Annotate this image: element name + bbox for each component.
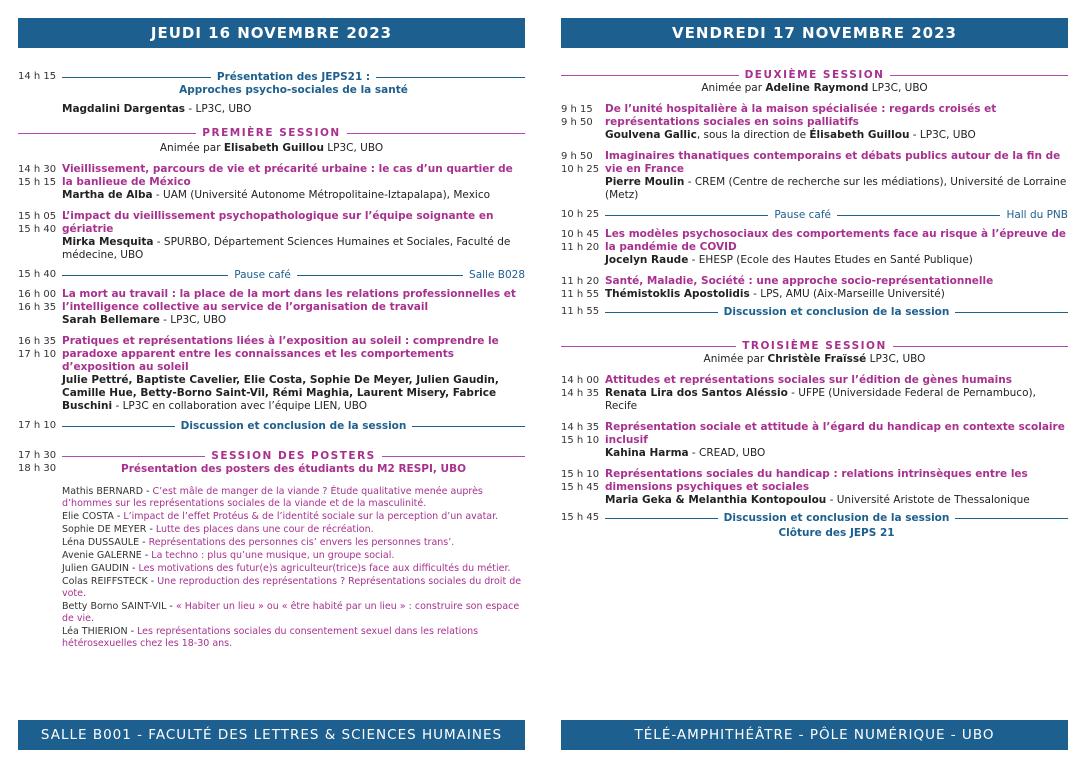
talk-time-start: 10 h 45 — [561, 229, 600, 240]
day-thursday-column — [18, 18, 525, 750]
discussion-label: Discussion et conclusion de la session — [180, 419, 407, 432]
session3-chair-prefix: Animée par — [703, 353, 768, 365]
talk-time-end: 15 h 15 — [18, 177, 57, 188]
session3-label: TROISIÈME SESSION — [742, 339, 887, 352]
talk-time-end: 9 h 50 — [561, 117, 593, 128]
poster-author: Betty Borno SAINT-VIL — [62, 601, 167, 612]
session1-header — [18, 126, 525, 155]
poster-title: Les représentations sociales du consentement sexuel dans les relations hétérosexuelles chez les 18-30 ans. — [62, 626, 479, 649]
discussion-left — [18, 419, 525, 433]
session1-label: PREMIÈRE SESSION — [202, 126, 341, 139]
poster-title: Lutte des places dans une cour de récréation. — [155, 524, 374, 535]
talk-time-end: 11 h 20 — [561, 242, 600, 253]
session2-chair-name: Adeline Raymond — [765, 82, 869, 94]
poster-item — [62, 537, 522, 549]
talk-speaker: Sarah Bellemare — [62, 314, 160, 326]
talk-speaker: Kahina Harma — [605, 447, 689, 459]
talk-speaker: Pierre Moulin — [605, 176, 685, 188]
talk-title: La mort au travail : la place de la mort dans les relations professionnelles et l’intelligence collective au service de l’organisation de travail — [62, 288, 516, 313]
day-banner-thursday: JEUDI 16 NOVEMBRE 2023 — [18, 18, 525, 48]
talk-right-1 — [561, 103, 1068, 142]
talk-time-end: 15 h 10 — [561, 435, 600, 446]
poster-author: Elie COSTA — [62, 511, 114, 522]
session2-label: DEUXIÈME SESSION — [744, 68, 885, 81]
poster-item — [62, 550, 522, 562]
intro-speaker: Magdalini Dargentas — [62, 103, 186, 115]
discussion-right-2 — [561, 511, 1068, 540]
poster-dash: - — [129, 563, 139, 574]
talk-title: Pratiques et représentations liées à l’exposition au soleil : comprendre le paradoxe apparent entre les connaissances et les comportements d’exposition au soleil — [62, 335, 499, 373]
session1-chair-prefix: Animée par — [159, 142, 224, 154]
discussion-right-1 — [561, 305, 1068, 319]
session2-chair-affil: LP3C, UBO — [868, 82, 928, 94]
day-friday-column — [561, 18, 1068, 750]
discussion-time: 11 h 55 — [561, 306, 600, 317]
talk-time-end: 17 h 10 — [18, 349, 57, 360]
intro-time: 14 h 15 — [18, 71, 57, 82]
talk-title: Représentations sociales du handicap : relations intrinsèques entre les dimensions psychiques et sociales — [605, 468, 1028, 493]
talk-affil: - LP3C, UBO — [159, 314, 227, 326]
posters-time-end: 18 h 30 — [18, 463, 57, 474]
session2-header — [561, 68, 1068, 95]
poster-item — [62, 626, 522, 650]
talk-title: De l’unité hospitalière à la maison spécialisée : regards croisés et représentations sociales en soins palliatifs — [605, 103, 997, 128]
poster-dash: - — [141, 550, 152, 561]
talk-affil: - LP3C en collaboration avec l’équipe LIEN, UBO — [112, 400, 368, 412]
talk-right-3 — [561, 228, 1068, 267]
talk-right-6 — [561, 421, 1068, 460]
closing-label: Clôture des JEPS 21 — [778, 527, 895, 539]
talk-time-end: 14 h 35 — [561, 388, 600, 399]
discussion-label: Discussion et conclusion de la session — [723, 305, 950, 318]
poster-title: Une reproduction des représentations ? Représentations sociales du droit de vote. — [62, 576, 522, 599]
talk-affil: - LPS, AMU (Aix-Marseille Université) — [749, 288, 945, 300]
poster-item — [62, 524, 522, 536]
poster-dash: - — [143, 486, 153, 497]
talk-speaker: Jocelyn Raude — [605, 254, 689, 266]
talk-title: Vieillissement, parcours de vie et précarité urbaine : le cas d’un quartier de la banlieue de México — [62, 163, 513, 188]
talk-affil: - SPURBO, Département Sciences Humaines et Sociales, Faculté de médecine, UBO — [62, 236, 511, 261]
session2-chair-prefix: Animée par — [701, 82, 766, 94]
talk-time-start: 14 h 30 — [18, 164, 57, 175]
talk-time-end: 11 h 55 — [561, 289, 600, 300]
talk-right-4 — [561, 275, 1068, 301]
session3-chair-name: Christèle Fraïssé — [767, 353, 867, 365]
posters-block — [18, 449, 525, 650]
talk-right-7 — [561, 468, 1068, 507]
talk-supervision: , sous la direction de — [696, 129, 810, 141]
poster-item — [62, 486, 522, 510]
session1-chair-affil: LP3C, UBO — [323, 142, 384, 154]
pause-time: 10 h 25 — [561, 209, 600, 220]
intro-affil: - LP3C, UBO — [185, 103, 252, 115]
talk-title: Les modèles psychosociaux des comportements face au risque à l’épreuve de la pandémie de COVID — [605, 228, 1067, 253]
day-banner-friday: VENDREDI 17 NOVEMBRE 2023 — [561, 18, 1068, 48]
poster-list — [62, 486, 522, 650]
poster-author: Mathis BERNARD — [62, 486, 144, 497]
session3-header — [561, 339, 1068, 366]
poster-dash: - — [127, 626, 138, 637]
talk-time-end: 15 h 45 — [561, 482, 600, 493]
poster-author: Avenie GALERNE — [62, 550, 142, 561]
talk-affil: - Université Aristote de Thessalonique — [826, 494, 1030, 506]
posters-time-start: 17 h 30 — [18, 450, 57, 461]
talk-affil: - EHESP (Ecole des Hautes Etudes en Santé Publique) — [688, 254, 973, 266]
talk-time-start: 16 h 00 — [18, 289, 57, 300]
talk-time-end: 16 h 35 — [18, 302, 57, 313]
talk-speaker: Martha de Alba — [62, 189, 153, 201]
poster-title: La techno : plus qu’une musique, un groupe social. — [151, 550, 395, 561]
discussion-time: 15 h 45 — [561, 512, 600, 523]
poster-item — [62, 576, 522, 600]
discussion-label: Discussion et conclusion de la session — [723, 511, 950, 524]
intro-subtitle: Approches psycho-sociales de la santé — [179, 84, 408, 96]
talk-left-2 — [18, 210, 525, 262]
talk-title: Santé, Maladie, Société : une approche socio-représentationnelle — [605, 275, 994, 287]
talk-time-start: 11 h 20 — [561, 276, 600, 287]
poster-author: Léna DUSSAULE — [62, 537, 140, 548]
talk-time-start: 14 h 00 — [561, 375, 600, 386]
poster-title: L’impact de l’effet Protéus & de l’identité sociale sur la perception d’un avatar. — [123, 511, 499, 522]
talk-right-5 — [561, 374, 1068, 413]
pause-room: Salle B028 — [469, 268, 526, 281]
talk-speaker: Goulvena Gallic — [605, 129, 697, 141]
talk-affil: - CREAD, UBO — [688, 447, 766, 459]
intro-separator — [62, 70, 525, 84]
session3-chair-affil: LP3C, UBO — [866, 353, 926, 365]
pause-label: Pause café — [234, 268, 291, 281]
posters-subtitle: Présentation des posters des étudiants du M2 RESPI, UBO — [121, 463, 466, 475]
venue-footer-left: SALLE B001 - FACULTÉ DES LETTRES & SCIENCES HUMAINES — [18, 720, 525, 750]
talk-title: L’impact du vieillissement psychopathologique sur l’équipe soignante en gériatrie — [62, 210, 494, 235]
talk-left-3 — [18, 288, 525, 327]
talk-affil: - CREM (Centre de recherche sur les médiations), Université de Lorraine (Metz) — [605, 176, 1067, 201]
poster-item — [62, 563, 522, 575]
talk-time-start: 15 h 05 — [18, 211, 57, 222]
talk-time-start: 16 h 35 — [18, 336, 57, 347]
poster-item — [62, 601, 522, 625]
talk-supervisor: Élisabeth Guillou — [809, 129, 910, 141]
talk-title: Imaginaires thanatiques contemporains et débats publics autour de la fin de vie en France — [605, 150, 1061, 175]
poster-dash: - — [147, 576, 158, 587]
talk-time-start: 14 h 35 — [561, 422, 600, 433]
session1-chair-name: Elisabeth Guillou — [223, 142, 324, 154]
talk-title: Attitudes et représentations sociales sur l’édition de gènes humains — [605, 374, 1012, 386]
pause-right — [561, 208, 1068, 222]
poster-dash: - — [139, 537, 149, 548]
talk-speaker: Mirka Mesquita — [62, 236, 154, 248]
pause-time: 15 h 40 — [18, 269, 57, 280]
poster-author: Julien GAUDIN — [62, 563, 130, 574]
talk-speaker: Maria Geka & Melanthia Kontopoulou — [605, 494, 827, 506]
pause-room: Hall du PNB — [1006, 208, 1068, 221]
talk-right-2 — [561, 150, 1068, 202]
posters-label: SESSION DES POSTERS — [211, 449, 376, 462]
talk-speaker: Julie Pettré, Baptiste Cavelier, Elie Costa, Sophie De Meyer, Julien Gaudin, Camille Hue, Betty-Borno Saint-Vil, Rémi Maghia, Laurent Misery, Fabrice Buschini — [62, 374, 499, 412]
discussion-time: 17 h 10 — [18, 420, 57, 431]
poster-title: C’est mâle de manger de la viande ? Étude qualitative menée auprès d’hommes sur les représentations sociales de la viande et de la masculinité. — [62, 486, 483, 509]
poster-author: Colas REIFFSTECK — [62, 576, 148, 587]
intro-label: Présentation des JEPS21 : — [216, 70, 371, 83]
intro-block — [18, 70, 525, 116]
talk-speaker: Thémistoklis Apostolidis — [605, 288, 750, 300]
pause-left — [18, 268, 525, 282]
talk-title: Représentation sociale et attitude à l’égard du handicap en contexte scolaire inclusif — [605, 421, 1065, 446]
venue-footer-right: TÉLÉ-AMPHITHÉÂTRE - PÔLE NUMÉRIQUE - UBO — [561, 720, 1068, 750]
talk-time-end: 15 h 40 — [18, 224, 57, 235]
poster-title: « Habiter un lieu » ou « être habité par un lieu » : construire son espace de vie. — [62, 601, 520, 624]
talk-affil: - LP3C, UBO — [909, 129, 976, 141]
talk-affil: - UAM (Université Autonome Métropolitaine-Iztapalapa), Mexico — [152, 189, 491, 201]
poster-author: Léa THIERION — [62, 626, 128, 637]
talk-time-start: 9 h 50 — [561, 151, 593, 162]
poster-dash: - — [113, 511, 124, 522]
talk-time-start: 15 h 10 — [561, 469, 600, 480]
talk-left-4 — [18, 335, 525, 413]
talk-left-1 — [18, 163, 525, 202]
talk-time-start: 9 h 15 — [561, 104, 593, 115]
talk-speaker: Renata Lira dos Santos Aléssio — [605, 387, 788, 399]
talk-time-end: 10 h 25 — [561, 164, 600, 175]
pause-label: Pause café — [774, 208, 832, 221]
poster-title: Représentations des personnes cis’ envers les personnes trans’. — [148, 537, 455, 548]
poster-dash: - — [166, 601, 176, 612]
poster-author: Sophie DE MEYER — [62, 524, 147, 535]
poster-dash: - — [146, 524, 156, 535]
poster-item — [62, 511, 522, 523]
talk-affil: - UFPE (Universidade Federal de Pernambuco), Recife — [605, 387, 1036, 412]
poster-title: Les motivations des futur(e)s agriculteur(trice)s face aux difficultés du métier. — [138, 563, 511, 574]
session1-separator — [18, 126, 525, 140]
